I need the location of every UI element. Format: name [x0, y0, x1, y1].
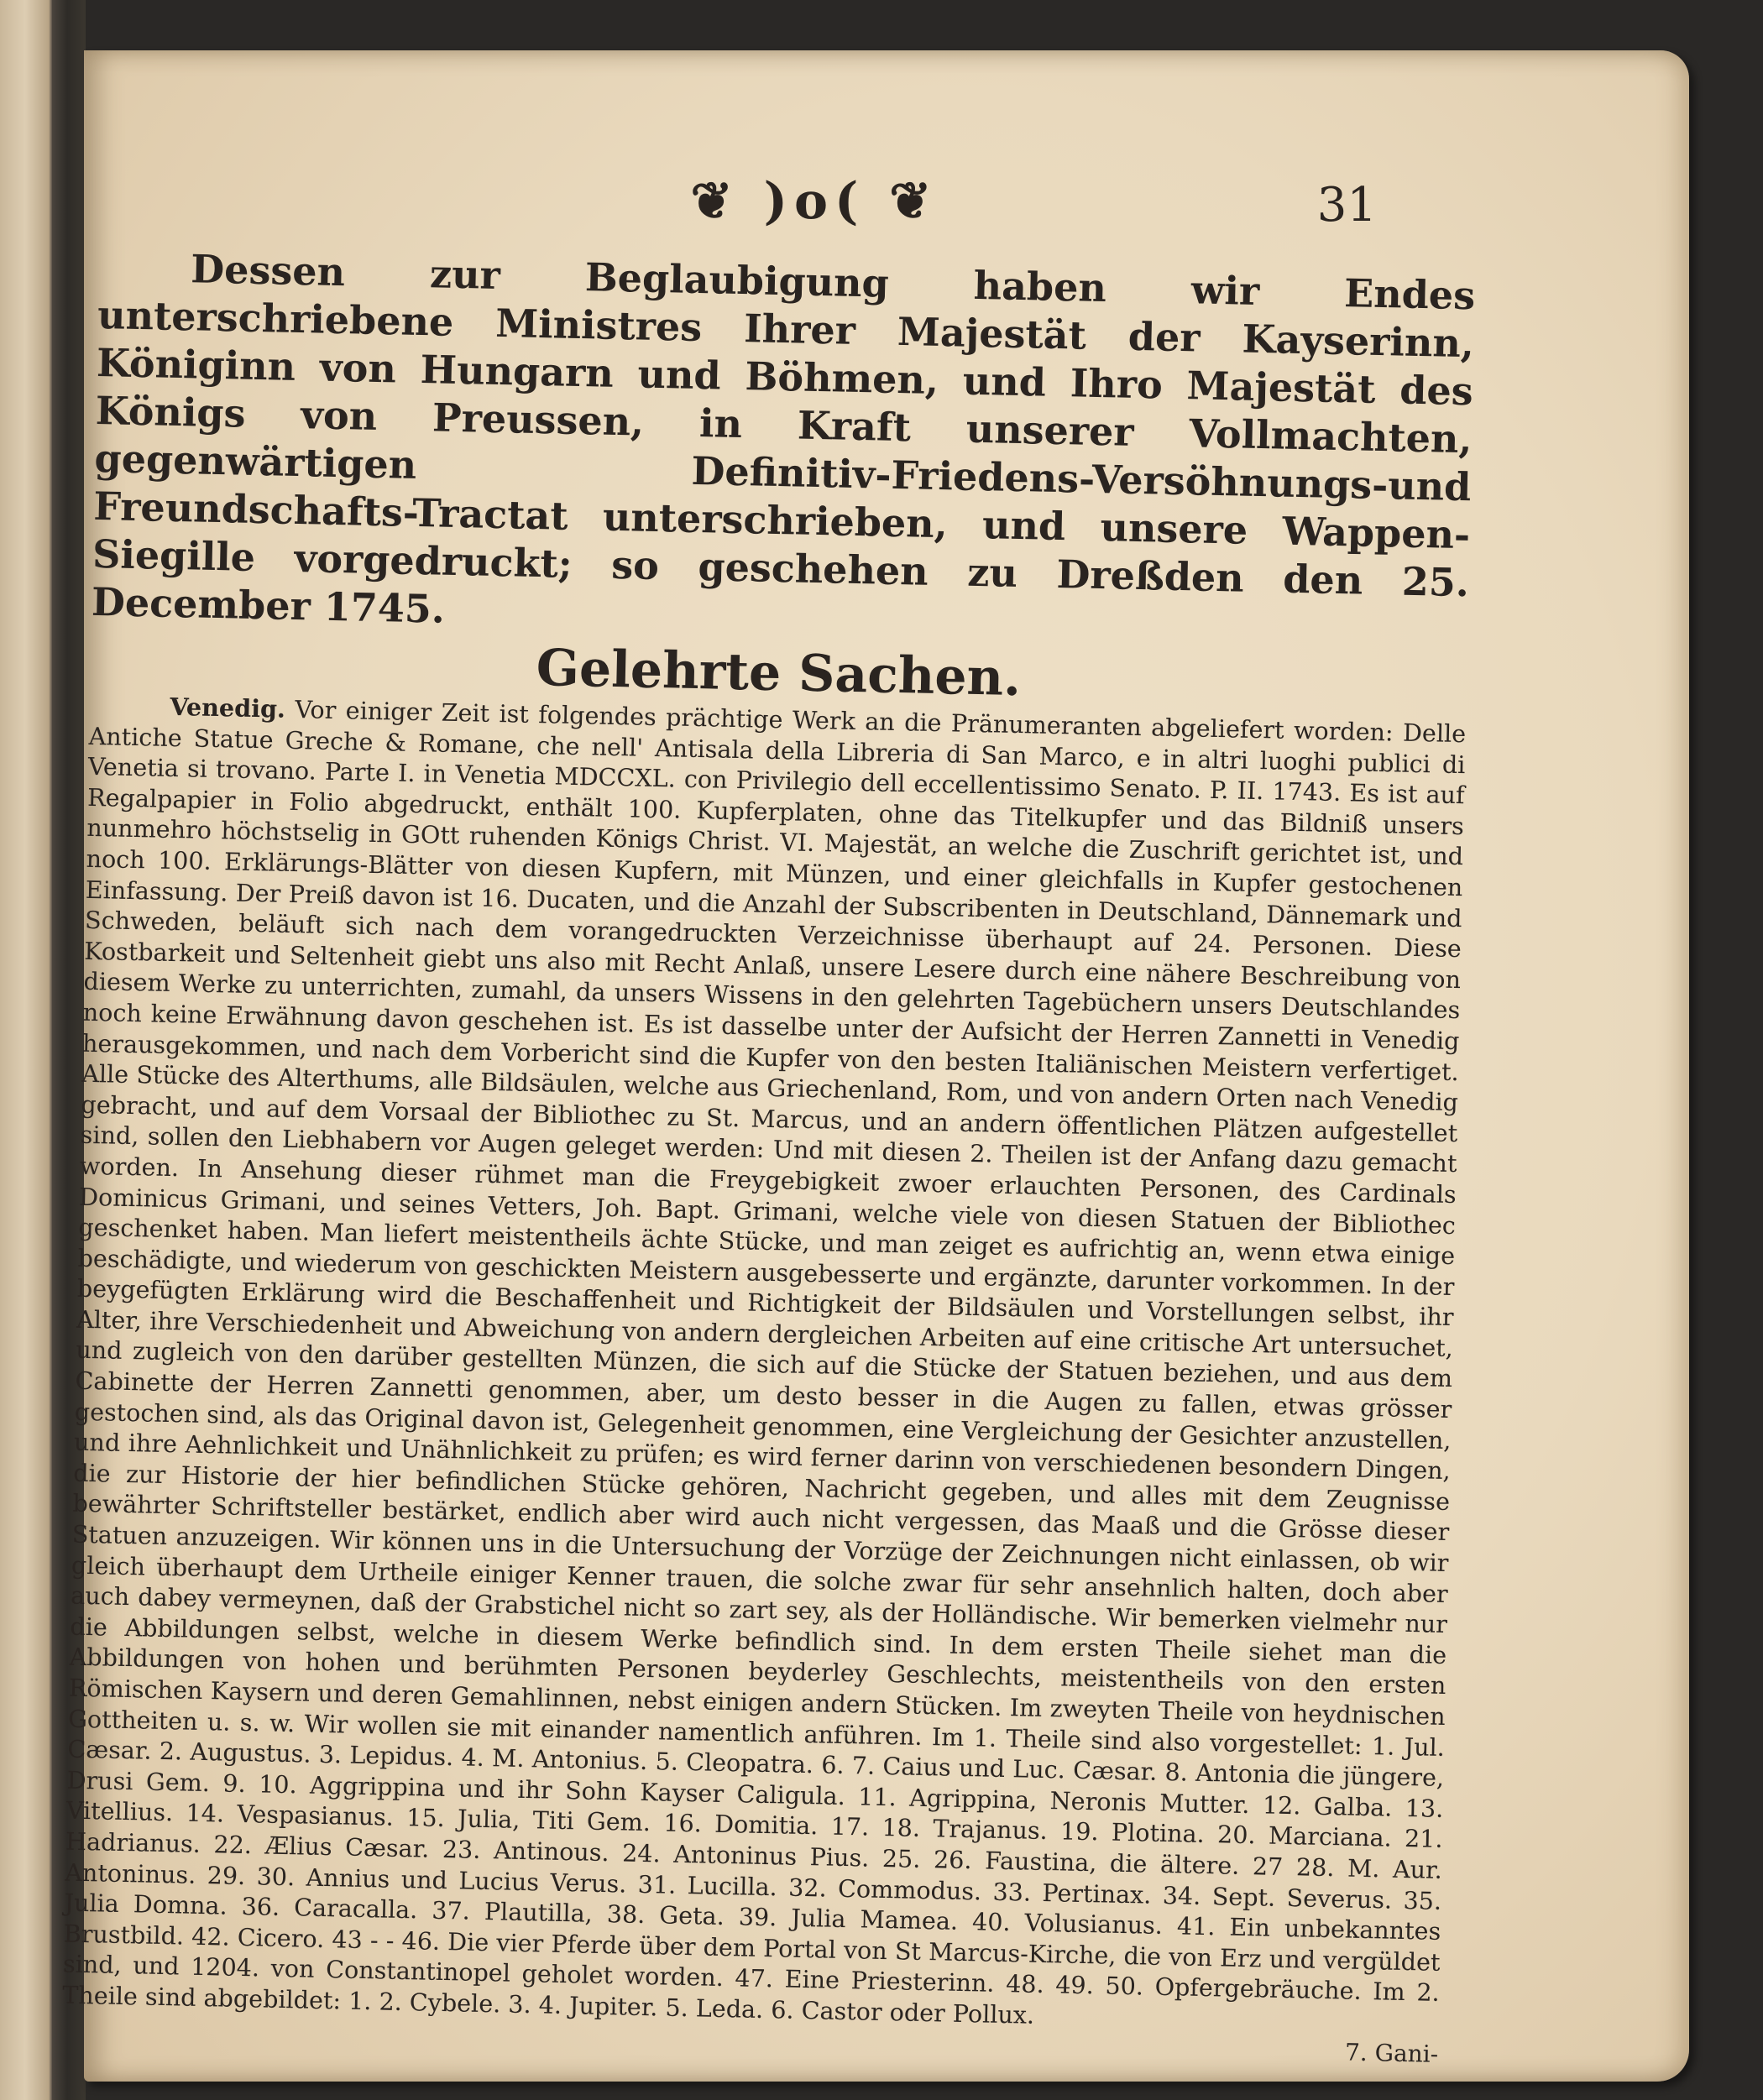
- section-body: [62, 690, 1467, 2040]
- section-body-text: Vor einiger Zeit ist folgendes prächtige Werk an die Pränumeranten abgeliefert worden: Delle Antiche Statue Greche & Romane, che nell' Antisala della Libreria di San Marco, e in altri luoghi publici di Venetia si trovano. Parte I. in Venetia MDCCXL. con Privilegio dell eccellentissimo Senato. P. II. 1743. Es ist auf Regalpapier in Folio abgedruckt, enthält 100. Kupferplaten, ohne das Titelkupfer und das Bildniß unsers nunmehro höchstselig in GOtt ruhenden Königs Christ. VI. Majestät, an welche die Zuschrift gerichtet ist, und noch 100. Erklärungs-Blätter von diesen Kupfern, mit Münzen, und einer gleichfalls in Kupfer gestochenen Einfassung. Der Preiß davon ist 16. Ducaten, und die Anzahl der Subscribenten in Deutschland, Dännemark und Schweden, beläuft sich nach dem vorangedruckten Verzeichnisse überhaupt auf 24. Personen. Diese Kostbarkeit und Seltenheit giebt uns also mit Recht Anlaß, unsere Lesere durch eine nähere Beschreibung von diesem Werke zu unterrichten, zumahl, da unsers Wissens in den gelehrten Tagebüchern unsers Deutschlandes noch keine Erwähnung davon geschehen ist. Es ist dasselbe unter der Aufsicht der Herren Zannetti in Venedig herausgekommen, und nach dem Vorbericht sind die Kupfer von den besten Italiänischen Meistern verfertiget. Alle Stücke des Alterthums, alle Bildsäulen, welche aus Griechenland, Rom, und von andern Orten nach Venedig gebracht, und auf dem Vorsaal der Bibliothec zu St. Marcus, und an andern öffentlichen Plätzen aufgestellet sind, sollen den Liebhabern vor Augen geleget werden: Und mit diesen 2. Theilen ist der Anfang dazu gemacht worden. In Ansehung dieser rühmet man die Freygebigkeit zwoer erlauchten Personen, des Cardinals Dominicus Grimani, und seines Vetters, Joh. Bapt. Grimani, welche viele von diesen Statuen der Bibliothec geschenket haben. Man liefert meistentheils ächte Stücke, und man zeiget es aufrichtig an, wenn etwa einige beschädigte, und wiederum von geschickten Meistern ausgebesserte und ergänzte, darunter vorkommen. In der beygefügten Erklärung wird die Beschaffenheit und Richtigkeit der Bildsäulen und Vorstellungen selbst, ihr Alter, ihre Verschiedenheit und Abweichung von andern dergleichen Arbeiten auf eine critische Art untersuchet, und zugleich von den darüber gestellten Münzen, die sich auf die Stücke der Statuen beziehen, und aus dem Cabinette der Herren Zannetti genommen, aber, um desto besser in die Augen zu fallen, etwas grösser gestochen sind, als das Original davon ist, Gelegenheit genommen, eine Vergleichung der Gesichter anzustellen, und ihre Aehnlichkeit und Unähnlichkeit zu prüfen; es wird ferner darinn von verschiedenen besondern Dingen, die zur Historie der hier befindlichen Stücke gehören, Nachricht gegeben, und alles mit dem Zeugnisse bewährter Schriftsteller bestärket, endlich aber wird auch nicht vergessen, das Maaß und die Grösse dieser Statuen anzuzeigen. Wir können uns in die Untersuchung der Vorzüge der Zeichnungen nicht einlassen, ob wir gleich überhaupt dem Urtheile einiger Kenner trauen, die solche zwar für sehr ansehnlich halten, doch aber auch dabey vermeynen, daß der Grabstichel nicht so zart sey, als der Holländische. Wir bemerken vielmehr nur die Abbildungen selbst, welche in diesem Werke befindlich sind. In dem ersten Theile siehet man die Abbildungen von hohen und berühmten Personen beyderley Geschlechts, meistentheils von den ersten Römischen Kaysern und deren Gemahlinnen, nebst einigen andern Stücken. Im zweyten Theile von heydnischen Gottheiten u. s. w. Wir wollen sie mit einander namentlich anführen. Im 1. Theile sind also vorgestellet: 1. Jul. Cæsar. 2. Augustus. 3. Lepidus. 4. M. Antonius. 5. Cleopatra. 6. 7. Caius und Luc. Cæsar. 8. Antonia die jüngere, Drusi Gem. 9. 10. Aggrippina und ihr Sohn Kayser Caligula. 11. Agrippina, Neronis Mutter. 12. Galba. 13. Vitellius. 14. Vespasianus. 15. Julia, Titi Gem. 16. Domitia. 17. 18. Trajanus. 19. Plotina. 20. Marciana. 21. Hadrianus. 22. Ælius Cæsar. 23. Antinous. 24. Antoninus Pius. 25. 26. Faustina, die ältere. 27 28. M. Aur. Antoninus. 29. 30. Annius und Lucius Verus. 31. Lucilla. 32. Commodus. 33. Pertinax. 34. Sept. Severus. 35. Julia Domna. 36. Caracalla. 37. Plautilla, 38. Geta. 39. Julia Mamea. 40. Volusianus. 41. Ein unbekanntes Brustbild. 42. Cicero. 43 - - 46. Die vier Pferde über dem Portal von St Marcus-Kirche, die von Erz und vergüldet sind, und 1204. von Constantinopel geholet worden. 47. Eine Priesterinn. 48. 49. 50. Opfergebräuche. Im 2. Theile sind abgebildet: 1. 2. Cybele. 3. 4. Jupiter. 5. Leda. 6. Castor oder Pollux.: [61, 695, 1467, 2029]
- left-page-edge: [0, 0, 52, 2100]
- place-name: Venedig.: [170, 692, 286, 724]
- section-heading: Gelehrte Sachen.: [536, 639, 1022, 708]
- header-ornament: ❦ )o( ❦: [690, 172, 939, 231]
- page-number: 31: [1316, 178, 1377, 232]
- book-page: [61, 50, 1689, 2082]
- opening-paragraph: Dessen zur Beglaubigung haben wir Endes unterschriebene Ministres Ihrer Majestät der Kayserinn, Königinn von Hungarn und Böhmen, und Ihro Majestät des Königs von Preussen, in Kraft unserer Vollmachten, gegenwärtigen Definitiv-Friedens-Versöhnungs-und Freundschafts-Tractat unterschrieben, und unsere Wappen-Siegille vorgedruckt; so geschehen zu Dreßden den 25. December 1745.: [91, 246, 1476, 632]
- main-text-block: [61, 243, 1476, 2068]
- catchword: 7. Gani-: [1344, 2038, 1439, 2068]
- page-header: [84, 168, 1689, 243]
